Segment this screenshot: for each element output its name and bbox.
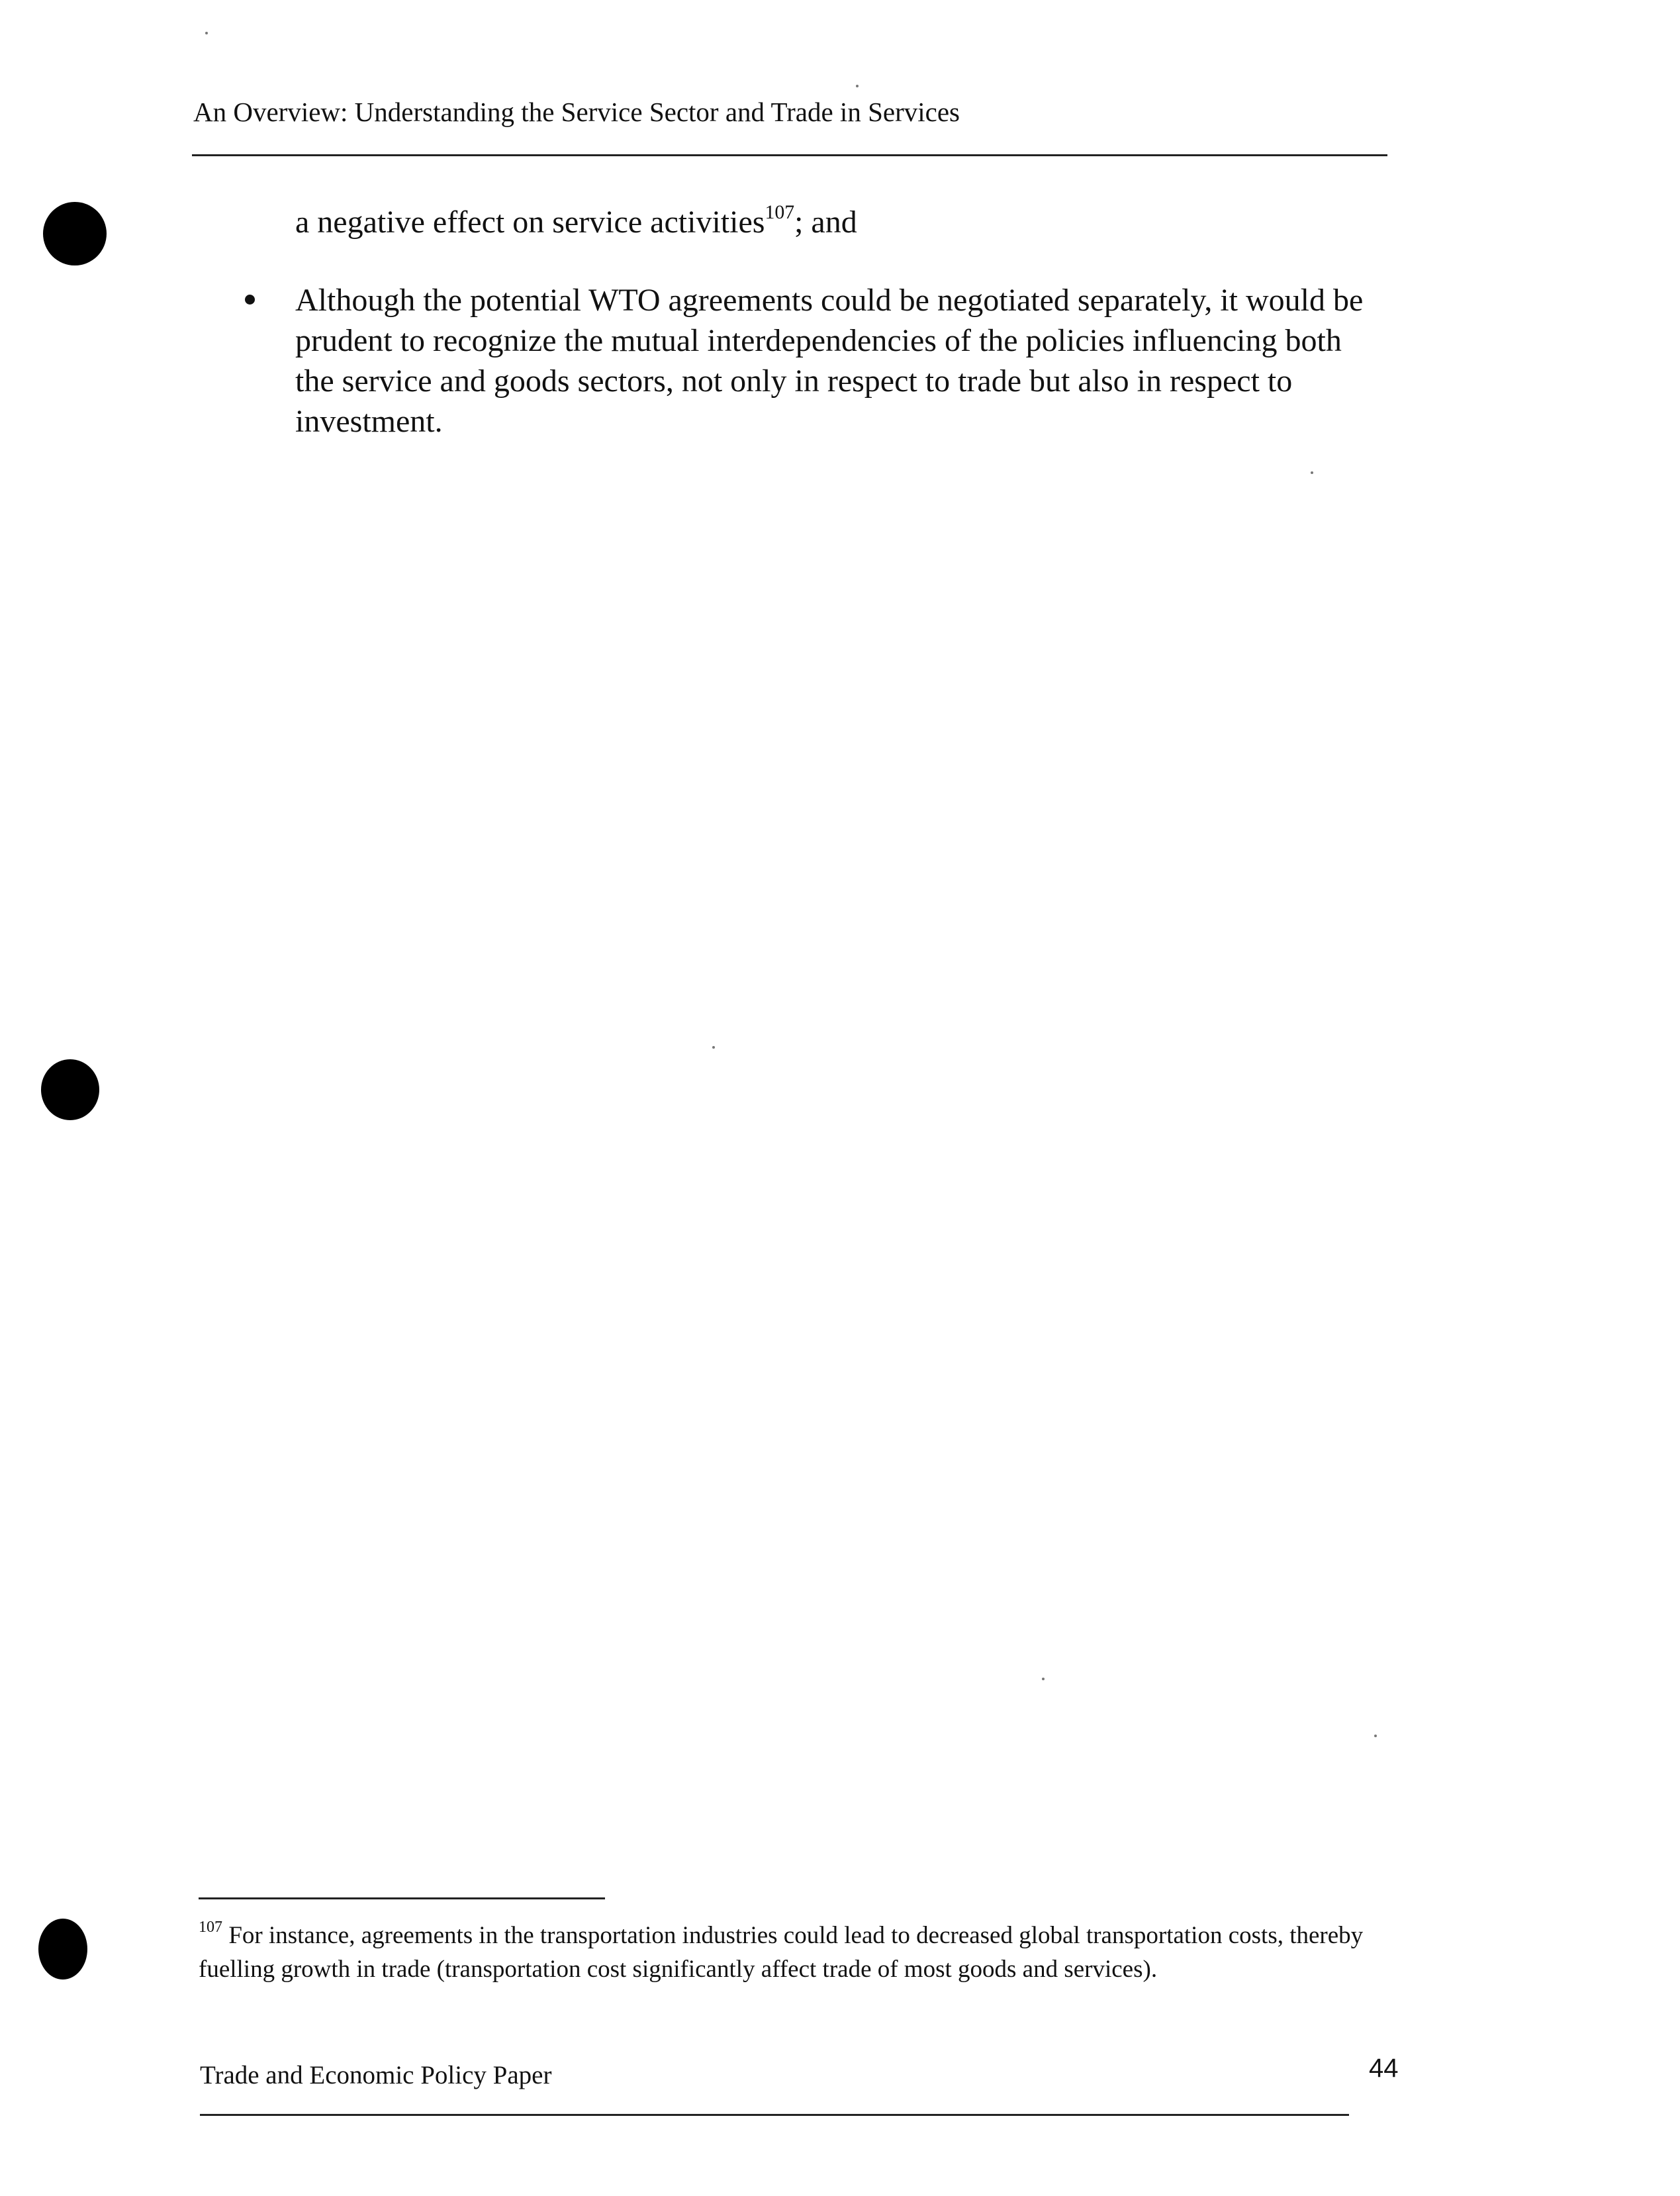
scan-speck xyxy=(1374,1735,1377,1737)
scan-speck xyxy=(712,1046,715,1049)
scan-speck xyxy=(205,32,208,34)
footnote-reference[interactable]: 107 xyxy=(765,201,795,223)
continuation-text: a negative effect on service activities xyxy=(295,205,765,240)
running-header: An Overview: Understanding the Service Sector and Trade in Services xyxy=(193,97,960,127)
punch-hole-bottom xyxy=(38,1919,87,1980)
scan-speck xyxy=(1042,1678,1045,1680)
continuation-suffix: ; and xyxy=(794,205,857,240)
bullet-icon xyxy=(245,295,255,305)
footer-label: Trade and Economic Policy Paper xyxy=(200,2061,552,2089)
bullet-item xyxy=(295,280,1387,442)
punch-hole-middle xyxy=(41,1059,99,1120)
body-text xyxy=(295,202,1394,242)
page-number: 44 xyxy=(1369,2054,1399,2083)
footnote-separator xyxy=(199,1897,605,1899)
scan-speck xyxy=(856,85,859,87)
footer-rule xyxy=(200,2114,1349,2116)
footnote-number: 107 xyxy=(199,1919,223,1936)
header-rule xyxy=(192,154,1387,156)
scan-speck xyxy=(1311,471,1313,474)
footnote xyxy=(199,1919,1377,1986)
continuation-paragraph xyxy=(295,202,1394,242)
bullet-text: Although the potential WTO agreements could be negotiated separately, it would be prudent to recognize the mutual interdependencies of the policies influencing both the service and goods sectors, not only in respect to trade but also in respect to investment. xyxy=(295,283,1364,439)
footnote-text: For instance, agreements in the transportation industries could lead to decreased global transportation costs, thereby fuelling growth in trade (transportation cost significantly affect trade of most goods and services). xyxy=(199,1922,1364,1983)
punch-hole-top xyxy=(43,202,107,265)
